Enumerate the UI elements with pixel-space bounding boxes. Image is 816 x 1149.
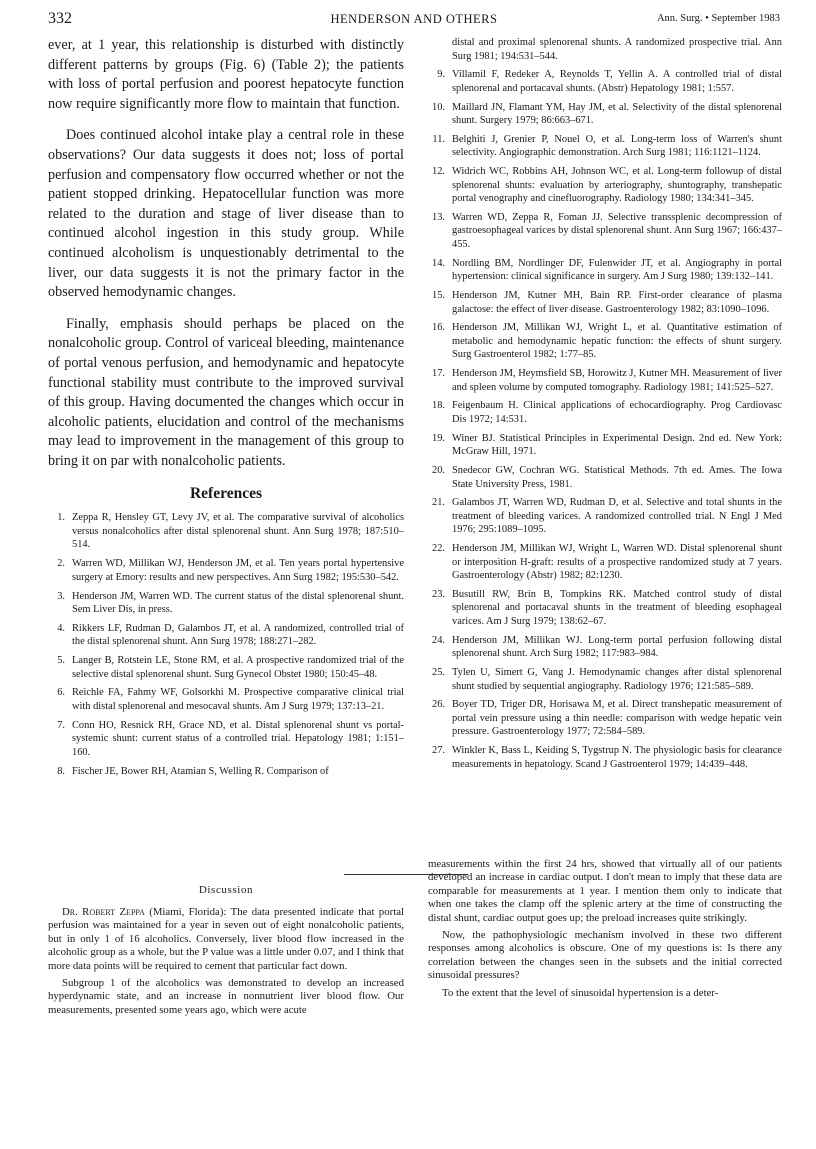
body-paragraph: Finally, emphasis should perhaps be placed on the nonalcoholic group. Control of variceal bleeding, maintenance of portal venous perfusion, and hemodynamic and hepatocyte functional stability must contribute to the improved survival of this group. Having documented the changes which occur in alcoholic patients, elucidation and control of the mechanisms may lead to improvement in the management of this group to bring it on par with nonalcoholic patients. [48, 315, 404, 469]
reference-item: 25. Tylen U, Simert G, Vang J. Hemodynamic changes after distal splenorenal shunt studied by sequential angiography. Radiology 1976; 121:585–589. [432, 667, 782, 692]
body-paragraph: ever, at 1 year, this relationship is disturbed with distinctly different patterns by groups (Fig. 6) (Table 2); the patients with loss of portal perfusion and poorest hepatocyte function now require significantly more flow to maintain that function. [48, 37, 404, 112]
discussion-heading: Discussion [198, 884, 254, 896]
journal-citation: Ann. Surg. • September 1983 [656, 13, 780, 24]
reference-item: 4. Rikkers LF, Rudman D, Galambos JT, et al. A randomized, controlled trial of the distal splenorenal shunt. Ann Surg 1978; 188:271–282. [57, 622, 404, 648]
reference-item: 1. Zeppa R, Hensley GT, Levy JV, et al. The comparative survival of alcoholics versus nonalcoholics after distal splenorenal shunt. Ann Surg 1978; 187:510–514. [57, 512, 404, 551]
reference-item: 11. Belghiti J, Grenier P, Nouel O, et al. Long-term loss of Warren's shunt selectivity. Angiographic demonstration. Arch Surg 1981; 116:1121–1124. [432, 133, 782, 159]
discussion-paragraph: Subgroup 1 of the alcoholics was demonstrated to develop an increased hyperdynamic state, and an increase in nonnutrient liver blood flow. Our measurements, presented some years ago, which were acute [48, 977, 404, 1016]
reference-item: 14. Nordling BM, Nordlinger DF, Fulenwider JT, et al. Angiography in portal hypertension: clinical significance in surgery. Am J Surg 1980; 139:132–141. [432, 257, 782, 283]
reference-continuation: distal and proximal splenorenal shunts. A randomized prospective trial. Ann Surg 1981; 194:531–544. [452, 37, 782, 62]
article-body [48, 36, 404, 471]
reference-item: 13. Warren WD, Zeppa R, Foman JJ. Selective transsplenic decompression of gastroesophageal varices by distal splenorenal shunt. Ann Surg 1967; 166:437–455. [432, 211, 782, 250]
reference-item: 16. Henderson JM, Millikan WJ, Wright L, et al. Quantitative estimation of metabolic and hemodynamic hepatic function: the effects of shunt surgery. Surg Gastroenterol 1982; 1:77–85. [432, 322, 782, 361]
discussion-paragraph: Now, the pathophysiologic mechanism involved in these two different responses among alcoholics is obscure. One of my questions is: Is there any correlation between the changes seen in the subsets and the initial corrected sinusoidal pressures? [428, 929, 782, 982]
page-header [48, 10, 780, 30]
reference-list-left [48, 511, 404, 778]
reference-item: 20. Snedecor GW, Cochran WG. Statistical Methods. 7th ed. Ames. The Iowa State University Press, 1981. [432, 465, 782, 490]
right-column [428, 36, 782, 776]
reference-item: 7. Conn HO, Resnick RH, Grace ND, et al. Distal splenorenal shunt vs portal-systemic shunt: current status of a controlled trial. Hepatology 1981; 1:151–160. [57, 719, 404, 758]
discussion-paragraph: To the extent that the level of sinusoidal hypertension is a deter- [442, 986, 719, 999]
reference-item: 24. Henderson JM, Millikan WJ. Long-term portal perfusion following distal splenorenal shunt. Arch Surg 1982; 117:983–984. [432, 634, 782, 660]
reference-item: 23. Busutill RW, Brin B, Tompkins RK. Matched control study of distal splenorenal and portacaval shunts in the treatment of bleeding esophageal varices. Am J Surg 1979; 138:62–67. [432, 588, 782, 627]
discussion-right [428, 858, 782, 1000]
reference-item: 5. Langer B, Rotstein LE, Stone RM, et al. A prospective randomized trial of the selective distal splenorenal shunt. Surg Gynecol Obstet 1980; 150:45–48. [57, 655, 404, 680]
running-title: HENDERSON AND OTHERS [330, 12, 498, 26]
reference-item: 8. Fischer JE, Bower RH, Atamian S, Welling R. Comparison of [57, 765, 329, 777]
reference-item: 6. Reichle FA, Fahmy WF, Golsorkhi M. Prospective comparative clinical trial with distal splenorenal and mesocaval shunts. Am J Surg 1979; 137:13–21. [57, 687, 404, 712]
reference-item: 12. Widrich WC, Robbins AH, Johnson WC, et al. Long-term followup of distal splenorenal shunts: evaluation by arteriography, shuntography, transhepatic portal venography and cinefluorography. Radiology 1980; 134:341–345. [432, 166, 782, 205]
references-heading: References [189, 485, 262, 503]
discussion-left [48, 906, 404, 1017]
reference-item: 10. Maillard JN, Flamant YM, Hay JM, et al. Selectivity of the distal splenorenal shunt. Surgery 1979; 86:663–671. [432, 101, 782, 127]
reference-list-right [428, 36, 782, 771]
body-paragraph: Does continued alcohol intake play a central role in these observations? Our data suggests it does not; loss of portal perfusion and compensatory flow occurred whether or not the patient stopped drinking. Hepatocellular function was more related to the duration and stage of liver disease than to continued alcohol ingestion in this study group. While continued alcoholism is unquestionably detrimental to the liver, our data suggests it is not the primary factor in the observed hemodynamic changes. [48, 127, 404, 301]
reference-item: 26. Boyer TD, Triger DR, Horisawa M, et al. Direct transhepatic measurement of portal vein pressure using a thin needle: comparison with wedge hepatic vein pressure. Gastroenterology 1977; 72:584–589. [432, 699, 782, 738]
discussion-paragraph: Dr. Robert Zeppa (Miami, Florida): The data presented indicate that portal perfusion was maintained for a year in seven out of eight nonalcoholic patients, but in only 1 of 16 alcoholics. Conversely, liver blood flow increased in the alcoholic group as a whole, but the P value was a little under 0.07, and I think that more data points will be required to cement that particular fact down. [48, 906, 404, 972]
reference-item: 21. Galambos JT, Warren WD, Rudman D, et al. Selective and total shunts in the treatment of bleeding varices. A randomized controlled trial. N Engl J Med 1976; 295:1089–1095. [432, 497, 782, 536]
reference-item: 3. Henderson JM, Warren WD. The current status of the distal splenorenal shunt. Sem Liver Dis, in press. [57, 590, 404, 616]
reference-item: 18. Feigenbaum H. Clinical applications of echocardiography. Prog Cardiovasc Dis 1972; 14:531. [432, 400, 782, 425]
reference-item: 19. Winer BJ. Statistical Principles in Experimental Design. 2nd ed. New York: McGraw Hill, 1971. [432, 432, 782, 458]
left-column [48, 36, 404, 783]
discussion-paragraph: measurements within the first 24 hrs, showed that virtually all of our patients developed an increase in cardiac output. I don't mean to imply that these data are comparable for measurements at 1 year. I mention them only to indicate that when one takes the clamp off the splenic artery at the time of constructing the distal shunt, cardiac output goes up; the preload increases quite strikingly. [428, 858, 782, 924]
reference-item: 9. Villamil F, Redeker A, Reynolds T, Yellin A. A controlled trial of distal splenorenal and portacaval shunts. (Abstr) Hepatology 1981; 1:557. [437, 69, 782, 94]
reference-item: 22. Henderson JM, Millikan WJ, Wright L, Warren WD. Distal splenorenal shunt or interposition H-graft: results of a prospective randomized study at 7 years. Gastroenterology (Abstr) 1982; 82:1230. [432, 543, 782, 582]
speaker-name: Dr. Robert Zeppa [62, 906, 145, 918]
reference-item: 27. Winkler K, Bass L, Keiding S, Tygstrup N. The physiologic basis for clearance measurements in hepatology. Scand J Gastroenterol 1979; 14:439–448. [432, 745, 782, 770]
reference-item: 17. Henderson JM, Heymsfield SB, Horowitz J, Kutner MH. Measurement of liver and spleen volume by computed tomography. Radiology 1981; 141:525–527. [432, 368, 782, 393]
reference-item: 15. Henderson JM, Kutner MH, Bain RP. First-order clearance of plasma galactose: the effect of liver disease. Gastroenterology 1982; 83:1090–1096. [432, 290, 782, 315]
page-number: 332 [48, 10, 72, 27]
reference-item: 2. Warren WD, Millikan WJ, Henderson JM, et al. Ten years portal hypertensive surgery at Emory: results and new perspectives. Ann Surg 1982; 195:530–542. [57, 558, 404, 583]
